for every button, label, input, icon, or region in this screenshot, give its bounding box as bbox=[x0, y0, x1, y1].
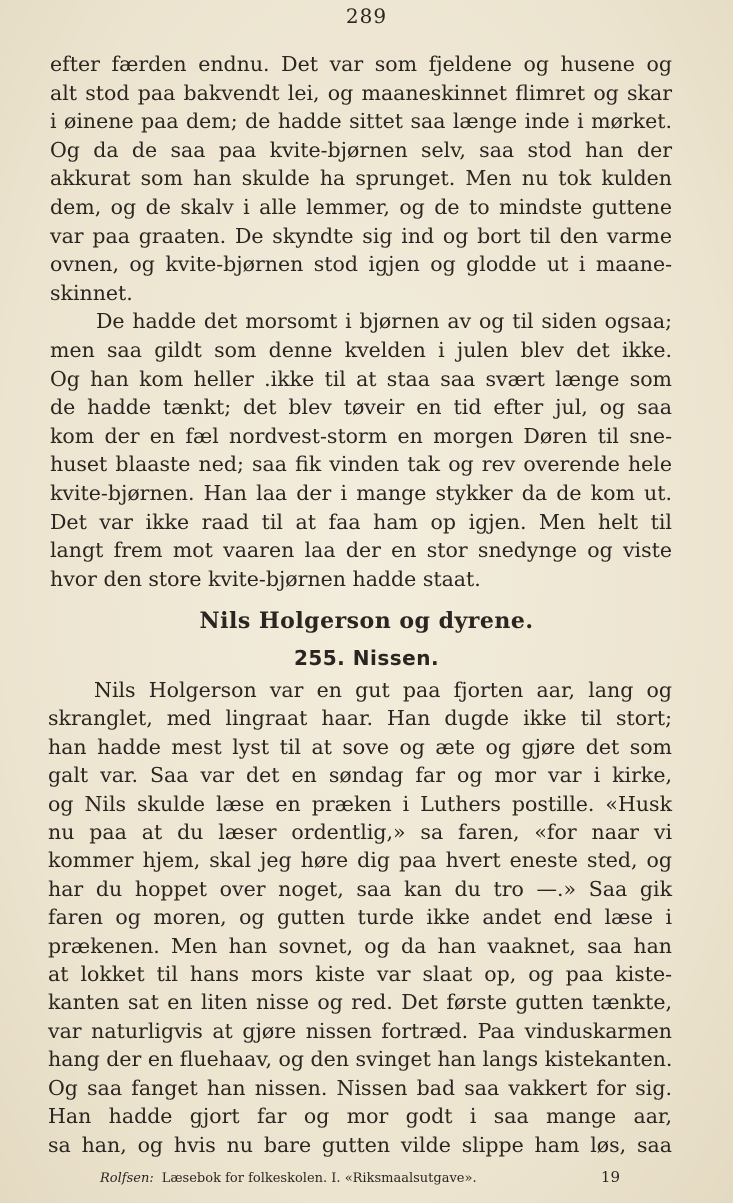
text-line: Han hadde gjort far og mor godt i saa mange aar, bbox=[48, 1104, 672, 1129]
text-line: Det var ikke raad til at faa ham op igjen. Men helt til bbox=[50, 509, 672, 534]
text-line: Og saa fanget han nissen. Nissen bad saa vakkert for sig. bbox=[48, 1075, 672, 1100]
footer-signature-number: 19 bbox=[600, 1168, 620, 1186]
text-line: galt var. Saa var det en søndag far og mor var i kirke, bbox=[48, 763, 672, 788]
text-line: kom der en fæl nordvest-storm en morgen Døren til sne- bbox=[50, 423, 672, 448]
text-line: han hadde mest lyst til at sove og æte og gjøre det som bbox=[48, 734, 672, 759]
text-line: hvor den store kvite-bjørnen hadde staat. bbox=[50, 566, 481, 591]
text-line: efter færden endnu. Det var som fjeldene og husene og bbox=[50, 52, 672, 76]
footer-author: Rolfsen: bbox=[100, 1171, 154, 1186]
text-line: Nils Holgerson var en gut paa fjorten aar, lang og bbox=[94, 678, 672, 702]
text-line: alt stod paa bakvendt lei, og maaneskinnet flimret og skar bbox=[50, 80, 672, 105]
text-line: og Nils skulde læse en præken i Luthers postille. «Husk bbox=[48, 791, 672, 816]
text-line: akkurat som han skulde ha sprunget. Men nu tok kulden bbox=[50, 166, 672, 191]
text-line: nu paa at du læser ordentlig,» sa faren, «for naar vi bbox=[48, 820, 672, 845]
text-line: skranglet, med lingraat haar. Han dugde ikke til stort; bbox=[48, 706, 672, 731]
text-line: langt frem mot vaaren laa der en stor snedynge og viste bbox=[50, 538, 672, 563]
subsection-title: 255. Nissen. bbox=[293, 646, 440, 670]
section-title: Nils Holgerson og dyrene. bbox=[199, 608, 534, 634]
text-line: de hadde tænkt; det blev tøveir en tid efter jul, og saa bbox=[50, 395, 672, 420]
text-line: var paa graaten. De skyndte sig ind og bort til den varme bbox=[50, 223, 672, 248]
footer-title: Læsebok for folkeskolen. I. «Riksmaalsutgave». bbox=[161, 1171, 477, 1186]
paragraph-3 bbox=[48, 676, 672, 1159]
text-line: skinnet. bbox=[50, 280, 133, 305]
text-line: men saa gildt som denne kvelden i julen blev det ikke. bbox=[50, 337, 672, 362]
page-number: 289 bbox=[345, 4, 388, 28]
text-line: sa han, og hvis nu bare gutten vilde slippe ham løs, saa bbox=[48, 1132, 672, 1157]
paragraph-2 bbox=[50, 307, 672, 593]
text-line: Og da de saa paa kvite-bjørnen selv, saa stod han der bbox=[50, 137, 672, 162]
text-line: Og han kom heller .ikke til at staa saa svært længe som bbox=[50, 366, 672, 391]
page-footer bbox=[100, 1168, 620, 1186]
text-line: De hadde det morsomt i bjørnen av og til siden ogsaa; bbox=[96, 309, 672, 334]
text-line: hang der en fluehaav, og den svinget han langs kistekanten. bbox=[48, 1047, 673, 1072]
text-line: prækenen. Men han sovnet, og da han vaaknet, saa han bbox=[48, 933, 672, 958]
text-line: at lokket til hans mors kiste var slaat op, og paa kiste- bbox=[48, 962, 672, 987]
text-line: huset blaaste ned; saa fik vinden tak og rev overende hele bbox=[50, 452, 672, 477]
text-block-top bbox=[50, 50, 672, 593]
text-line: kanten sat en liten nisse og red. Det første gutten tænkte, bbox=[48, 990, 672, 1015]
text-line: kvite-bjørnen. Han laa der i mange stykker da de kom ut. bbox=[50, 480, 672, 505]
text-line: ovnen, og kvite-bjørnen stod igjen og glodde ut i maane- bbox=[50, 252, 672, 277]
text-line: kommer hjem, skal jeg høre dig paa hvert eneste sted, og bbox=[48, 848, 672, 873]
text-block-bottom bbox=[48, 676, 672, 1159]
text-line: har du hoppet over noget, saa kan du tro —.» Saa gik bbox=[48, 876, 672, 901]
paragraph-1 bbox=[50, 50, 672, 307]
text-line: i øinene paa dem; de hadde sittet saa længe inde i mørket. bbox=[50, 109, 672, 134]
text-line: var naturligvis at gjøre nissen fortræd. Paa vinduskarmen bbox=[48, 1018, 672, 1043]
text-line: faren og moren, og gutten turde ikke andet end læse i bbox=[48, 905, 672, 930]
text-line: dem, og de skalv i alle lemmer, og de to mindste guttene bbox=[50, 194, 672, 219]
